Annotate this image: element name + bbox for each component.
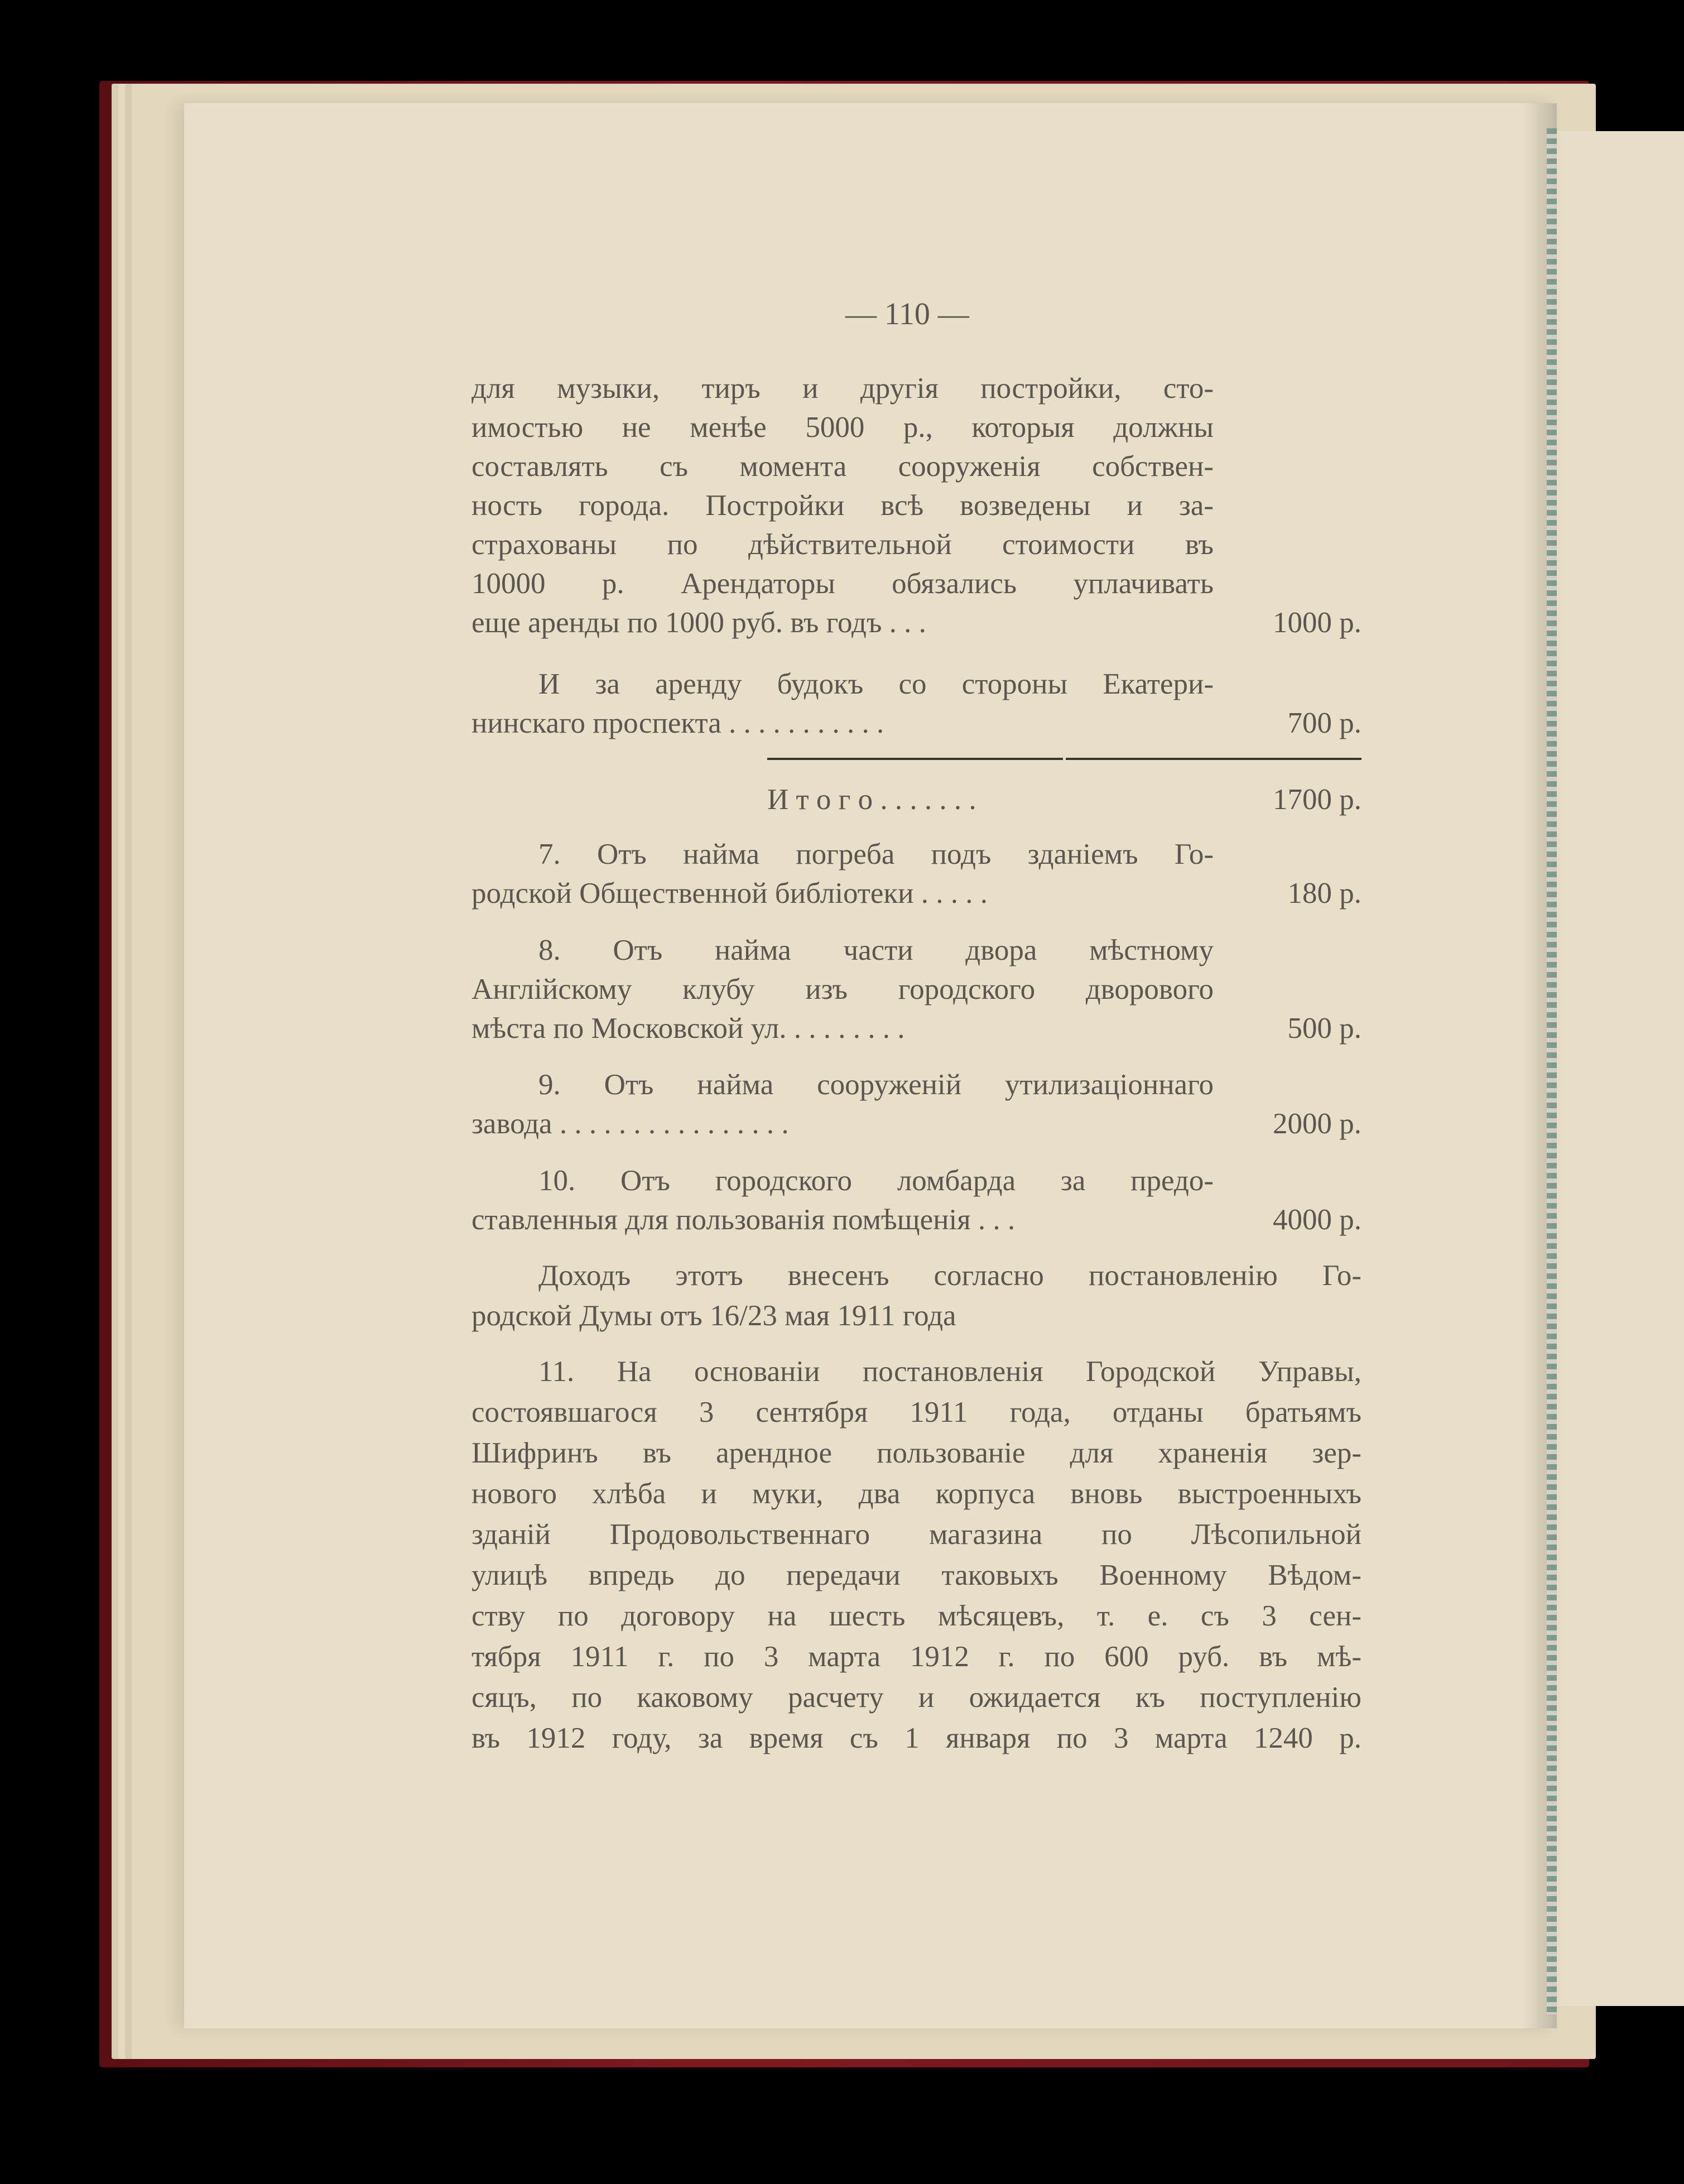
sum-rule — [1066, 758, 1361, 760]
text-line: составлять съ момента сооруженія собствен- — [471, 450, 1214, 483]
text-line: 7. Отъ найма погреба подъ зданіемъ Го- — [538, 838, 1214, 870]
text-line: Англійскому клубу изъ городского дворового — [471, 973, 1214, 1006]
amount: 500 р. — [1287, 1012, 1361, 1045]
sum-rule — [767, 758, 1063, 760]
total-label: И т о г о . . . . . . . — [767, 783, 976, 816]
text-line: въ 1912 году, за время съ 1 января по 3 марта 1240 р. — [471, 1722, 1361, 1754]
amount: 2000 р. — [1273, 1108, 1361, 1140]
text-line: улицѣ впредь до передачи таковыхъ Военному Вѣдом- — [471, 1559, 1361, 1591]
facing-page — [1554, 131, 1684, 2006]
text-line: имостью не менѣе 5000 р., которыя должны — [471, 411, 1214, 444]
text-line: страхованы по дѣйствительной стоимости въ — [471, 528, 1214, 561]
amount: 180 р. — [1287, 877, 1361, 910]
text-line: нового хлѣба и муки, два корпуса вновь выстроенныхъ — [471, 1478, 1361, 1510]
text-line: родской Думы отъ 16/23 мая 1911 года — [471, 1300, 956, 1332]
text-line: зданій Продовольственнаго магазина по Лѣсопильной — [471, 1518, 1361, 1551]
amount: 700 р. — [1287, 707, 1361, 739]
text-line: 9. Отъ найма сооруженій утилизаціоннаго — [538, 1069, 1214, 1101]
text-line: 10. Отъ городского ломбарда за предо- — [538, 1165, 1214, 1197]
binding-thread — [1547, 128, 1557, 2014]
text-line: для музыки, тиръ и другія постройки, сто- — [471, 372, 1214, 405]
text-line: ставленныя для пользованія помѣщенія . . . — [471, 1204, 1016, 1236]
text-line: ность города. Постройки всѣ возведены и за- — [471, 489, 1214, 522]
text-line: ству по договору на шесть мѣсяцевъ, т. е. съ 3 сен- — [471, 1600, 1361, 1632]
text-line: состоявшагося 3 сентября 1911 года, отданы братьямъ — [471, 1396, 1361, 1428]
text-line: еще аренды по 1000 руб. въ годъ . . . — [471, 607, 926, 639]
text-line: сяцъ, по каковому расчету и ожидается къ поступленію — [471, 1681, 1361, 1714]
amount: 1000 р. — [1273, 607, 1361, 639]
text-line: мѣста по Московской ул. . . . . . . . . — [471, 1012, 905, 1045]
text-line: 8. Отъ найма части двора мѣстному — [538, 934, 1214, 966]
text-line: 10000 р. Арендаторы обязались уплачивать — [471, 567, 1214, 600]
text-line: тября 1911 г. по 3 марта 1912 г. по 600 руб. въ мѣ- — [471, 1641, 1361, 1673]
text-line: родской Общественной библіотеки . . . . . — [471, 877, 988, 910]
text-line: нинскаго проспекта . . . . . . . . . . . — [471, 707, 884, 739]
text-line: Доходъ этотъ внесенъ согласно постановленію Го- — [538, 1259, 1361, 1292]
text-line: 11. На основаніи постановленія Городской Управы, — [538, 1355, 1361, 1388]
total-amount: 1700 р. — [1273, 783, 1361, 816]
text-line: завода . . . . . . . . . . . . . . . . — [471, 1108, 789, 1140]
page-number: — 110 — — [845, 297, 969, 331]
text-line: Шифринъ въ арендное пользованіе для храненія зер- — [471, 1437, 1361, 1469]
amount: 4000 р. — [1273, 1204, 1361, 1236]
text-line: И за аренду будокъ со стороны Екатери- — [538, 668, 1214, 700]
